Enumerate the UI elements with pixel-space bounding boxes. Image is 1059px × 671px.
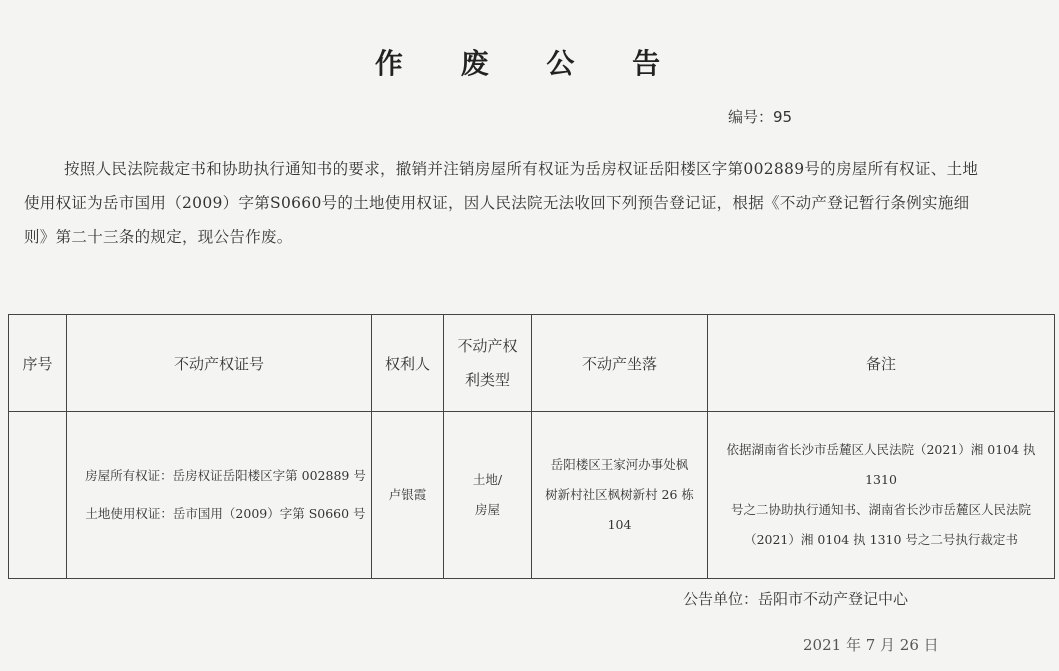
- header-right-type-line2: 利类型: [464, 371, 510, 389]
- announcing-unit: 公告单位：岳阳市不动产登记中心: [683, 590, 909, 608]
- table-header-row: [9, 315, 1055, 412]
- cell-right-type: [444, 412, 532, 579]
- cert-house: 房屋所有权证：岳房权证岳阳楼区字第 002889 号: [85, 468, 366, 483]
- registration-table: [8, 314, 1055, 579]
- announcement-date: 2021 年 7 月 26 日: [803, 636, 939, 654]
- remark-line2: 号之二协助执行通知书、湖南省长沙市岳麓区人民法院: [730, 502, 1031, 517]
- document-number: 编号：95: [728, 108, 793, 126]
- table-row: [9, 412, 1055, 579]
- header-cert-no: 不动产权证号: [67, 315, 372, 412]
- right-type-line1: 土地/: [472, 472, 503, 487]
- header-location: 不动产坐落: [532, 315, 708, 412]
- page-title: 作 废 公 告: [374, 47, 685, 80]
- header-right-type-line1: 不动产权: [457, 337, 518, 355]
- header-seq: 序号: [9, 315, 67, 412]
- header-remark: 备注: [708, 315, 1055, 412]
- cell-seq: [9, 412, 67, 579]
- remark-line3: （2021）湘 0104 执 1310 号之二号执行裁定书: [744, 532, 1018, 547]
- location-line2: 树新村社区枫树新村 26 栋: [545, 487, 694, 502]
- location-line1: 岳阳楼区王家河办事处枫: [550, 457, 689, 472]
- cert-land: 土地使用权证：岳市国用（2009）字第 S0660 号: [85, 506, 366, 521]
- notice-body: 按照人民法院裁定书和协助执行通知书的要求，撤销并注销房屋所有权证为岳房权证岳阳楼区字第002889号的房屋所有权证、土地使用权证为岳市国用（2009）字第S0660号的土地使用权证，因人民法院无法收回下列预告登记证，根据《不动产登记暂行条例实施细则》第二十三条的规定，现公告作废。: [24, 160, 979, 246]
- cell-location: [532, 412, 708, 579]
- cell-remark: [708, 412, 1055, 579]
- header-right-type: [444, 315, 532, 412]
- cell-cert-no: [67, 412, 372, 579]
- location-line3: 104: [607, 517, 632, 532]
- header-holder: 权利人: [372, 315, 444, 412]
- right-type-line2: 房屋: [474, 502, 500, 517]
- cell-holder: 卢银霞: [372, 412, 444, 579]
- remark-line1: 依据湖南省长沙市岳麓区人民法院（2021）湘 0104 执 1310: [726, 442, 1036, 487]
